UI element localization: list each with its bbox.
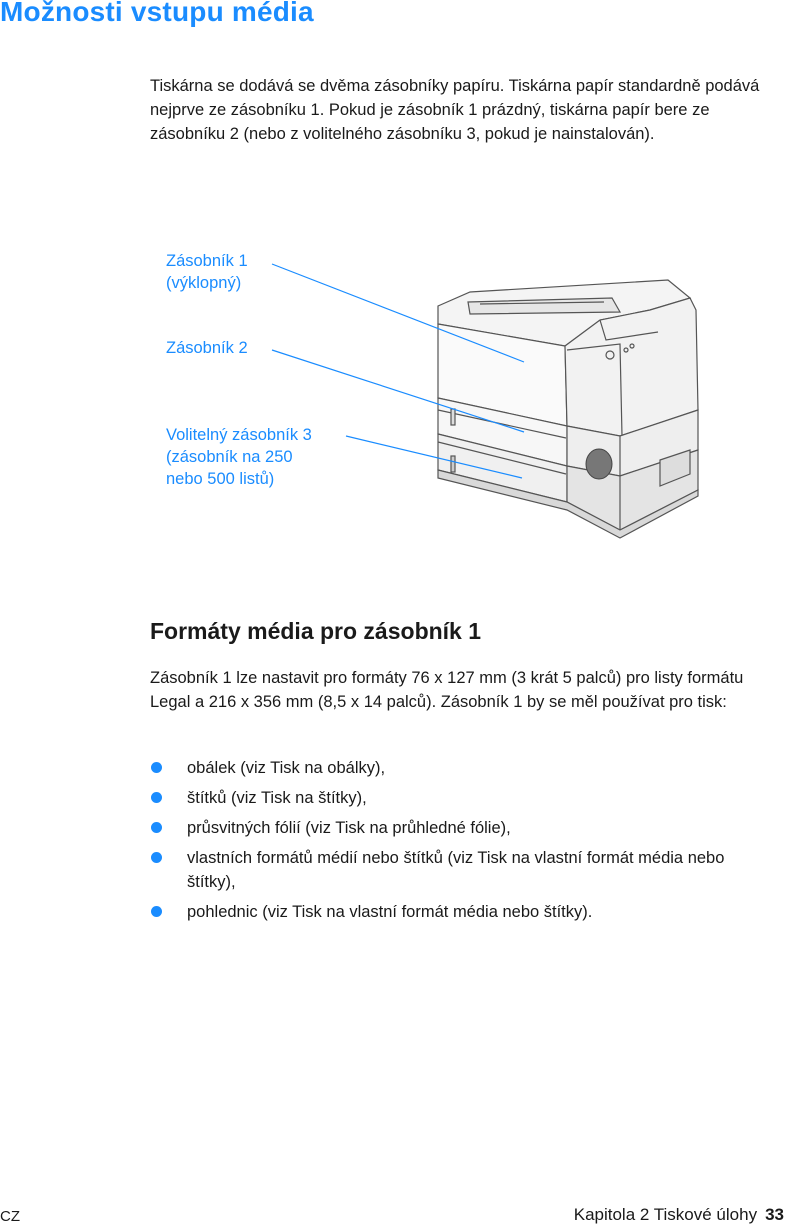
bullet-list <box>150 756 770 930</box>
callout-tray1-line2: (výklopný) <box>166 274 242 292</box>
side-button-icon <box>586 449 612 479</box>
footer-chapter-title: Kapitola 2 Tiskové úlohy <box>573 1205 758 1224</box>
list-item <box>150 756 770 780</box>
callout-tray3-line3: nebo 500 listů) <box>166 470 275 488</box>
list-item-text: vlastních formátů médií nebo štítků (viz Tisk na vlastní formát média nebo štítky), <box>187 849 725 891</box>
callout-tray1 <box>166 250 248 294</box>
footer-language: CZ <box>0 1208 20 1225</box>
bullet-icon <box>151 822 162 833</box>
bullet-icon <box>151 792 162 803</box>
list-item <box>150 816 770 840</box>
bullet-icon <box>151 852 162 863</box>
list-item <box>150 846 770 894</box>
tray3-indicator <box>451 456 455 472</box>
list-item <box>150 786 770 810</box>
callout-tray3-line1: Volitelný zásobník 3 <box>166 426 312 444</box>
callout-tray1-line1: Zásobník 1 <box>166 252 248 270</box>
callout-tray2 <box>166 337 248 359</box>
tray2-indicator <box>451 409 455 425</box>
printer-illustration <box>0 240 786 560</box>
page-number: 33 <box>765 1205 784 1224</box>
list-item-text: štítků (viz Tisk na štítky), <box>187 789 367 807</box>
callout-tray3-line2: (zásobník na 250 <box>166 448 293 466</box>
section-heading: Formáty média pro zásobník 1 <box>150 618 482 644</box>
list-item-text: obálek (viz Tisk na obálky), <box>187 759 386 777</box>
bullet-icon <box>151 762 162 773</box>
section-paragraph: Zásobník 1 lze nastavit pro formáty 76 x 127 mm (3 krát 5 palců) pro listy formátu Legal a 216 x 356 mm (8,5 x 14 palců). Zásobník 1 by se měl používat pro tisk: <box>150 669 744 711</box>
footer-chapter <box>574 1205 784 1225</box>
callout-tray3 <box>166 424 312 490</box>
page-title: Možnosti vstupu média <box>0 0 314 27</box>
list-item-text: pohlednic (viz Tisk na vlastní formát média nebo štítky). <box>187 903 593 921</box>
list-item <box>150 900 770 924</box>
intro-paragraph: Tiskárna se dodává se dvěma zásobníky papíru. Tiskárna papír standardně podává nejprve ze zásobníku 1. Pokud je zásobník 1 prázdný, tiskárna papír bere ze zásobníku 2 (nebo z volitelného zásobníku 3, pokud je nainstalován). <box>150 77 760 143</box>
list-item-text: průsvitných fólií (viz Tisk na průhledné fólie), <box>187 819 511 837</box>
callout-tray2-line1: Zásobník 2 <box>166 339 248 357</box>
bullet-icon <box>151 906 162 917</box>
